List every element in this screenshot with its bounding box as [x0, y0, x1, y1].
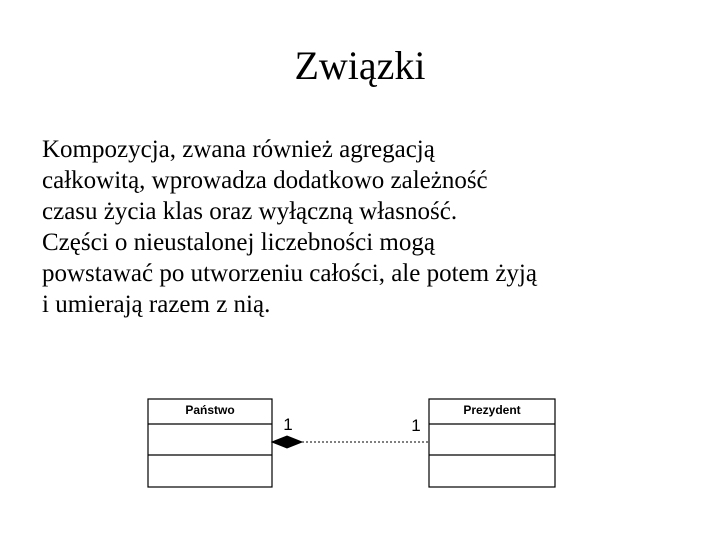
paragraph-line: i umierają razem z nią.: [42, 291, 271, 318]
composition-association: [272, 415, 429, 448]
slide-title: Związki: [294, 43, 426, 88]
multiplicity-part: 1: [411, 416, 421, 435]
paragraph-line: Części o nieustalonej liczebności mogą: [42, 229, 435, 256]
paragraph-line: całkowitą, wprowadza dodatkowo zależność: [42, 167, 488, 194]
paragraph-line: Kompozycja, zwana również agregacją: [42, 136, 435, 163]
multiplicity-whole: 1: [283, 415, 293, 434]
paragraph-line: czasu życia klas oraz wyłączną własność.: [42, 198, 458, 225]
composition-diamond-icon: [272, 436, 302, 448]
class-box-panstwo: [148, 399, 272, 487]
class-name-prezydent: Prezydent: [463, 403, 521, 417]
class-box-prezydent: [429, 399, 555, 487]
paragraph-line: powstawać po utworzeniu całości, ale potem żyją: [42, 260, 537, 287]
class-name-panstwo: Państwo: [185, 403, 235, 417]
